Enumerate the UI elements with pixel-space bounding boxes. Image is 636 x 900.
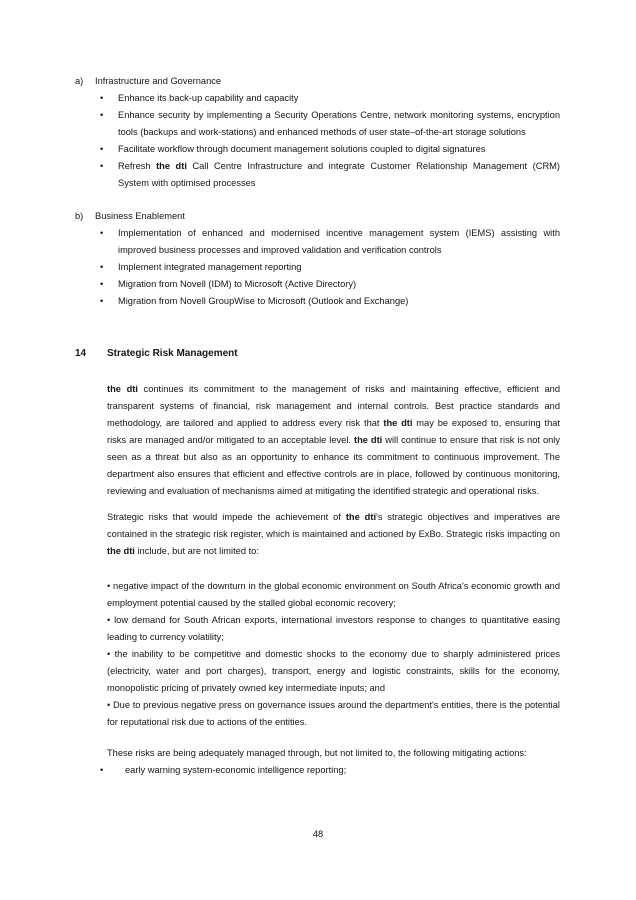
paragraph-strategic-risks: Strategic risks that would impede the achievement of the dti's strategic objectives and imperatives are contained in the strategic risk register, which is maintained and actioned by ExBo. Strategic risks impacting on the dti include, but are not limited to: bbox=[107, 512, 561, 556]
outline-heading-a bbox=[75, 73, 560, 90]
risk-bullet-list bbox=[107, 578, 560, 731]
bullet-text: Refresh the dti Call Centre Infrastructure and integrate Customer Relationship Management (CRM) System with optimised processes bbox=[118, 161, 561, 188]
paragraph-mitigation-intro: These risks are being adequately managed through, but not limited to, the following mitigating actions: bbox=[107, 748, 527, 758]
page-number: 48 bbox=[312, 829, 324, 839]
outline-heading-b bbox=[75, 208, 560, 225]
bullet-marker: • bbox=[100, 93, 104, 103]
risk-bullet-item: • the inability to be competitive and domestic shocks to the economy due to sharply administered prices (electricity, water and port charges), transport, energy and logistic constraints, skills for the economy, monopolistic pricing of privately owned key intermediate inputs; and bbox=[107, 649, 560, 693]
bullet-text: Implement integrated management reporting bbox=[118, 262, 302, 272]
paragraph-risk-commitment: the dti continues its commitment to the management of risks and maintaining effective, efficient and transparent systems of financial, risk management and internal controls. Best practice standards and methodology, are tailored and applied to address every risk that the dti may be exposed to, ensuring that risks are managed and/or mitigated to an acceptable level. the dti will continue to ensure that risk is not only seen as a threat but also as an opportunity to enhance its commitment to continuous improvement. The department also ensures that efficient and effective controls are in place, followed by continuous monitoring, reviewing and evaluation of mechanisms aimed at mitigating the identified strategic and operational risks. bbox=[107, 384, 560, 496]
bullet-list-a bbox=[100, 90, 560, 192]
bullet-text: Migration from Novell GroupWise to Microsoft (Outlook and Exchange) bbox=[118, 296, 409, 306]
bullet-marker: • bbox=[100, 110, 104, 120]
bullet-text: Enhance security by implementing a Security Operations Centre, network monitoring systems, encryption tools (backups and work-stations) and enhanced methods of user state–of-the-art storage solutions bbox=[118, 110, 560, 137]
bullet-text: Facilitate workflow through document management solutions coupled to digital signatures bbox=[118, 144, 486, 154]
bullet-item bbox=[100, 276, 560, 293]
outline-label-a: a) bbox=[75, 76, 84, 86]
bullet-marker: • bbox=[100, 228, 104, 238]
bullet-item bbox=[100, 259, 560, 276]
bullet-item bbox=[100, 762, 560, 779]
bullet-marker: • bbox=[100, 296, 104, 306]
mitigation-bullet-list bbox=[100, 762, 560, 779]
bullet-item bbox=[100, 90, 560, 107]
outline-label-b: b) bbox=[75, 211, 84, 221]
bullet-text: Implementation of enhanced and modernised incentive management system (IEMS) assisting with improved business processes and improved validation and verification controls bbox=[118, 228, 560, 255]
bullet-marker: • bbox=[100, 279, 104, 289]
outline-title-b: Business Enablement bbox=[95, 211, 185, 221]
bullet-item bbox=[100, 225, 560, 259]
bullet-list-b bbox=[100, 225, 560, 310]
bullet-item bbox=[100, 141, 560, 158]
bullet-marker: • bbox=[100, 262, 104, 272]
outline-title-a: Infrastructure and Governance bbox=[95, 76, 222, 86]
risk-bullet-item: • low demand for South African exports, international investors response to changes to quantitative easing leading to currency volatility; bbox=[107, 615, 560, 642]
bullet-marker: • bbox=[100, 144, 104, 154]
bullet-item bbox=[100, 293, 560, 310]
risk-bullet-item: • Due to previous negative press on governance issues around the department's entities, there is the potential for reputational risk due to actions of the entities. bbox=[107, 700, 560, 727]
bullet-text: Migration from Novell (IDM) to Microsoft (Active Directory) bbox=[118, 279, 357, 289]
risk-bullet-item: • negative impact of the downturn in the global economic environment on South Africa's economic growth and employment potential caused by the stalled global economic recovery; bbox=[107, 581, 560, 608]
bullet-marker: • bbox=[100, 765, 104, 775]
section-infrastructure-and-governance bbox=[75, 73, 560, 192]
bullet-item bbox=[100, 107, 560, 141]
section-number: 14 bbox=[75, 348, 87, 359]
bullet-text: Enhance its back-up capability and capacity bbox=[118, 93, 299, 103]
section-heading-strategic-risk-management bbox=[75, 345, 560, 362]
section-business-enablement bbox=[75, 208, 560, 310]
section-title: Strategic Risk Management bbox=[107, 348, 238, 359]
bullet-marker: • bbox=[100, 161, 104, 171]
bullet-text: early warning system-economic intelligence reporting; bbox=[125, 765, 347, 775]
bullet-item bbox=[100, 158, 560, 192]
